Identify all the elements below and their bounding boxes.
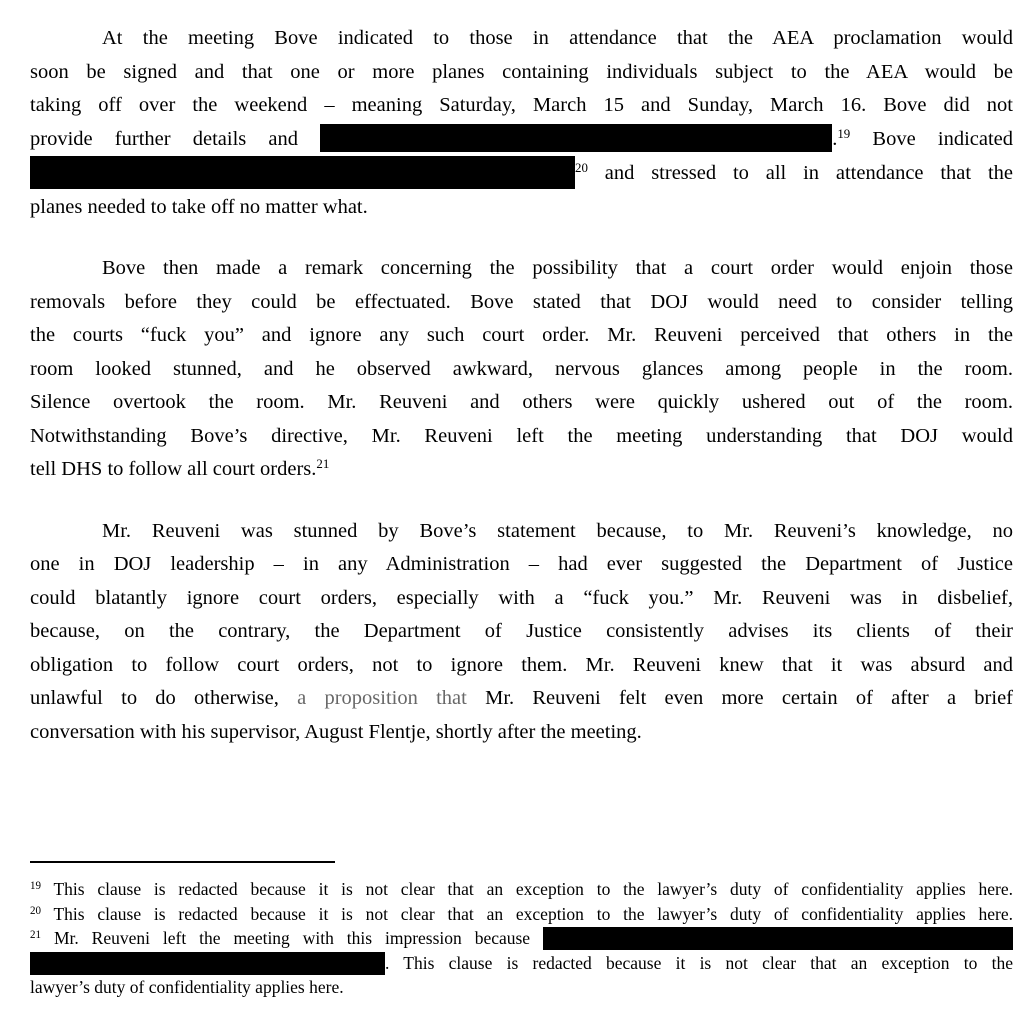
text-line xyxy=(30,22,1013,56)
footnote-item xyxy=(30,926,1013,1000)
text-line xyxy=(30,682,1013,716)
text-line xyxy=(30,252,1013,286)
text-run: This clause is redacted because it is not clear that an exception to the lawyer’s duty of confidentiality applies here. xyxy=(41,879,1013,899)
text-run: the courts “fuck you” and ignore any such court order. Mr. Reuveni perceived that others in the xyxy=(30,324,1013,346)
text-run: . xyxy=(832,127,838,150)
text-line xyxy=(30,420,1013,454)
document-body xyxy=(30,22,1013,749)
redaction-bar xyxy=(30,952,385,975)
text-run: . This clause is redacted because it is not clear that an exception to the xyxy=(385,952,1013,973)
text-line: provide further details and .19 Bove indicated xyxy=(30,123,1013,157)
footnote-item xyxy=(30,902,1013,927)
text-line xyxy=(30,615,1013,649)
redaction-bar xyxy=(543,927,1013,950)
text-run: and stressed to all in attendance that the xyxy=(587,162,1013,184)
redaction-bar xyxy=(320,124,832,152)
text-run: At the meeting Bove indicated to those in attendance that the AEA proclamation would xyxy=(102,27,1013,49)
text-run: Mr. Reuveni left the meeting with this impression because xyxy=(41,928,543,948)
text-line xyxy=(30,548,1013,582)
text-line xyxy=(30,951,1013,976)
text-run: room looked stunned, and he observed awkward, nervous glances among people in the room. xyxy=(30,357,1013,380)
text-run: This clause is redacted because it is not clear that an exception to the lawyer’s duty of confidentiality applies here. xyxy=(41,903,1013,924)
text-run: conversation with his supervisor, August Flentje, shortly after the meeting. xyxy=(30,720,642,743)
text-line xyxy=(30,286,1013,320)
text-line xyxy=(30,319,1013,353)
text-run: Mr. Reuveni was stunned by Bove’s statement because, to Mr. Reuveni’s knowledge, no xyxy=(102,519,1013,542)
text-run: provide further details and xyxy=(30,127,321,150)
footnote-separator xyxy=(30,861,335,863)
text-run: because, on the contrary, the Department of Justice consistently advises its clients of their xyxy=(30,620,1013,642)
footnotes-section xyxy=(30,877,1013,1000)
text-run: soon be signed and that one or more planes containing individuals subject to the AEA would be xyxy=(30,60,1013,83)
redaction-bar xyxy=(30,156,575,189)
text-line: 20 and stressed to all in attendance that the xyxy=(30,156,1013,191)
text-line xyxy=(30,89,1013,123)
text-run: tell DHS to follow all court orders. xyxy=(30,458,317,480)
text-line xyxy=(30,56,1013,90)
text-line xyxy=(30,716,1013,750)
text-run: planes needed to take off no matter what. xyxy=(30,195,368,218)
text-run: taking off over the weekend – meaning Saturday, March 15 and Sunday, March 16. Bove did not xyxy=(30,94,1013,116)
text-line xyxy=(30,386,1013,420)
text-run: obligation to follow court orders, not to ignore them. Mr. Reuveni knew that it was absurd and xyxy=(30,653,1013,676)
text-line xyxy=(30,649,1013,683)
text-run: Mr. Reuveni felt even more certain of after a brief xyxy=(485,687,1013,709)
text-line: 19 This clause is redacted because it is not clear that an exception to the lawyer’s duty of confidentiality applies here. xyxy=(30,879,1013,899)
text-line: 20 This clause is redacted because it is not clear that an exception to the lawyer’s duty of confidentiality applies here. xyxy=(30,903,1013,924)
text-run: Bove indicated xyxy=(850,127,1014,150)
text-line xyxy=(30,191,1013,225)
paragraph xyxy=(30,252,1013,487)
text-run: one in DOJ leadership – in any Administration – had ever suggested the Department of Justice xyxy=(30,553,1013,575)
muted-text-run: a proposition that xyxy=(297,687,486,709)
paragraph xyxy=(30,515,1013,750)
text-run: could blatantly ignore court orders, especially with a “fuck you.” Mr. Reuveni was in disbelief, xyxy=(30,586,1013,609)
text-line: 21 Mr. Reuveni left the meeting with this impression because xyxy=(30,926,1013,951)
footnote-item xyxy=(30,877,1013,902)
paragraph xyxy=(30,22,1013,224)
text-line xyxy=(30,353,1013,387)
text-line xyxy=(30,582,1013,616)
text-line xyxy=(30,515,1013,549)
text-line: tell DHS to follow all court orders.21 xyxy=(30,456,330,480)
text-line xyxy=(30,975,1013,1000)
text-run: Bove then made a remark concerning the possibility that a court order would enjoin those xyxy=(102,257,1013,279)
text-run: unlawful to do otherwise, xyxy=(30,687,298,709)
text-run: lawyer’s duty of confidentiality applies here. xyxy=(30,977,344,997)
text-run: Notwithstanding Bove’s directive, Mr. Reuveni left the meeting understanding that DOJ would xyxy=(30,424,1013,447)
text-run: Silence overtook the room. Mr. Reuveni and others were quickly ushered out of the room. xyxy=(30,391,1013,413)
text-run: removals before they could be effectuated. Bove stated that DOJ would need to consider telling xyxy=(30,290,1013,313)
